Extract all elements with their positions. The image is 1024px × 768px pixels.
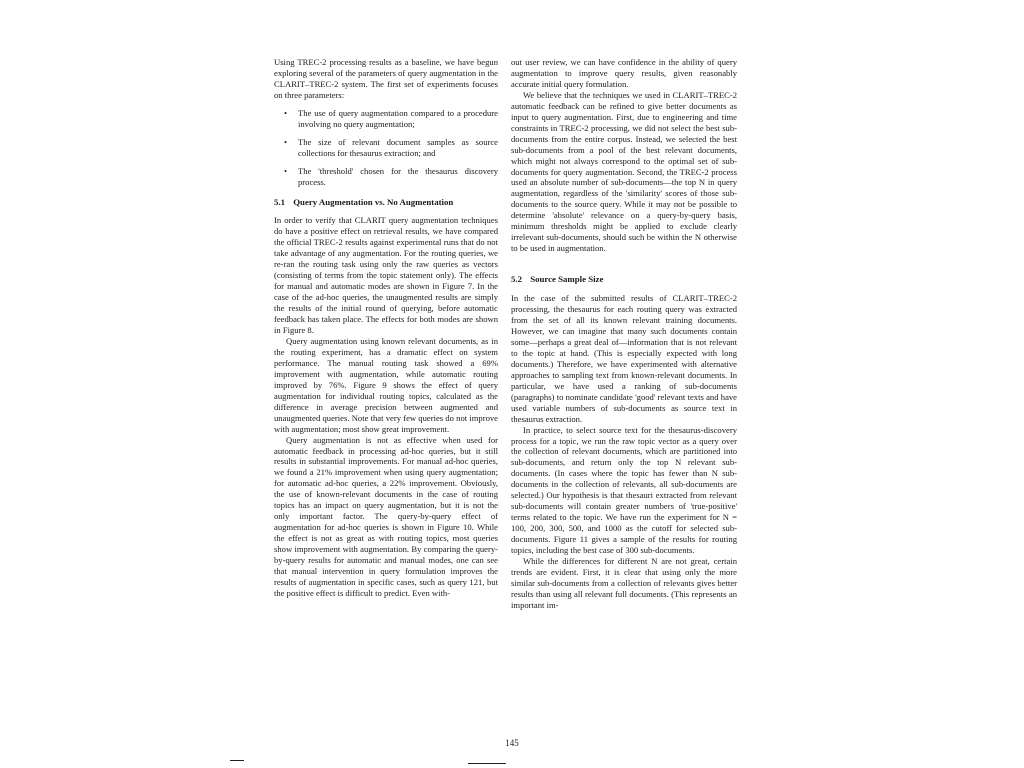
intro-paragraph: Using TREC-2 processing results as a baseline, we have begun exploring several of the parameters of query augmentation in the CLARIT–TREC-2 system. The first set of experiments focuses on three parameters: bbox=[274, 57, 498, 100]
body-paragraph: While the differences for different N are not great, certain trends are evident. First, it is clear that using only the more similar sub-documents from a collection of relevants gives better results than using all relevant full documents. (This represents an important im- bbox=[511, 555, 737, 610]
body-paragraph: Query augmentation is not as effective when used for automatic feedback in processing ad-hoc queries, but it still results in substantial improvements. For manual ad-hoc queries, we found a 21% improvement when using query augmentation; for automatic ad-hoc queries, a 22% improvement. Obviously, the use of known-relevant documents in the case of routing topics has an impact on query augmentation, but it is not the only important factor. The query-by-query effect of augmentation for ad-hoc queries is shown in Figure 10. While the effect is not as great as with routing topics, most queries show improvement with augmentation. By comparing the query-by-query results for automatic and manual modes, one can see that manual intervention in query formulation improves the results of augmentation in specific cases, such as query 121, but the positive effect is difficult to predict. Even with- bbox=[274, 434, 498, 598]
body-paragraph: In the case of the submitted results of CLARIT–TREC-2 processing, the thesaurus for each routing query was extracted from the set of all its known relevant training documents. However, we can imagine that many such documents contain some—perhaps a great deal of—information that is not relevant to the topic at hand. (This is especially expected with long documents.) Therefore, we have experimented with alternative approaches to sampling text from known-relevant documents. In particular, we have used a ranking of sub-documents (paragraphs) to nominate candidate 'good' relevant texts and have used variable numbers of sub-documents as source text in thesaurus extraction. bbox=[511, 293, 737, 424]
body-paragraph: In order to verify that CLARIT query augmentation techniques do have a positive effect on retrieval results, we have compared the official TREC-2 results against experimental runs that do not take advantage of any augmentation. For the routing queries, we re-ran the routing task using only the raw queries as vectors (consisting of terms from the topic statement only). The effects for manual and automatic modes are shown in Figure 7. In the case of the ad-hoc queries, the unaugmented results are simply the results of the initial round of querying, before automatic feedback has taken place. The effects for both modes are shown in Figure 8. bbox=[274, 215, 498, 336]
experiment-list bbox=[274, 108, 498, 188]
spacer bbox=[511, 254, 737, 265]
section-number: 5.1 bbox=[274, 196, 285, 207]
page-number: 145 bbox=[505, 738, 519, 748]
crop-mark-left bbox=[230, 760, 244, 761]
body-paragraph: In practice, to select source text for the thesaurus-discovery process for a topic, we run the raw topic vector as a query over the collection of relevant documents, which are partitioned into sub-documents, and return only the top N relevant sub-documents. (In cases where the topic has fewer than N sub-documents in the collection of relevants, all sub-documents are selected.) Our hypothesis is that thesauri extracted from relevant sub-documents will contain greater numbers of 'true-positive' terms related to the topic. We have run the experiment for N = 100, 200, 300, 500, and 1000 as the cutoff for selected sub-documents. Figure 11 gives a sample of the results for routing topics, including the best case of 300 sub-documents. bbox=[511, 424, 737, 556]
right-column bbox=[511, 57, 737, 611]
left-column bbox=[274, 57, 498, 599]
body-paragraph: Query augmentation using known relevant documents, as in the routing experiment, has a dramatic effect on system performance. The manual routing task showed a 69% improvement with augmentation, while automatic routing improved by 76%. Figure 9 shows the effect of query augmentation for individual routing topics, calculated as the difference in average precision between augmented and unaugmented queries. Note that very few queries do not improve with augmentation; most show great improvement. bbox=[274, 335, 498, 434]
body-paragraph: out user review, we can have confidence in the ability of query augmentation to improve query results, given reasonably accurate initial query formulation. bbox=[511, 57, 737, 89]
list-item: • The 'threshold' chosen for the thesaurus discovery process. bbox=[296, 166, 498, 188]
list-item: • The use of query augmentation compared to a procedure involving no query augmentation; bbox=[296, 108, 498, 130]
list-item: • The size of relevant document samples as source collections for thesaurus extraction; and bbox=[296, 137, 498, 159]
crop-mark-center bbox=[468, 763, 506, 764]
section-title: Query Augmentation vs. No Augmentation bbox=[293, 196, 454, 207]
section-heading-5-2 bbox=[511, 274, 737, 285]
section-number: 5.2 bbox=[511, 274, 522, 285]
section-title: Source Sample Size bbox=[530, 274, 604, 285]
section-heading-5-1 bbox=[274, 197, 498, 208]
body-paragraph: We believe that the techniques we used in CLARIT–TREC-2 automatic feedback can be refined to give better documents as input to query augmentation. First, due to engineering and time constraints in TREC-2 processing, we did not select the best sub-documents from the entire corpus. Instead, we selected the best sub-documents from a pool of the best relevant documents, which might not always correspond to the optimal set of sub-documents for query augmentation. Second, the TREC-2 process used an absolute number of sub-documents—the top N in query augmentation, regardless of the 'similarity' scores of those sub-documents to the source query. While it may not be possible to determine 'absolute' relevance on a query-by-query basis, minimum thresholds might be applied to exclude clearly irrelevant sub-documents, should such be within the N otherwise to be used in augmentation. bbox=[511, 89, 737, 254]
